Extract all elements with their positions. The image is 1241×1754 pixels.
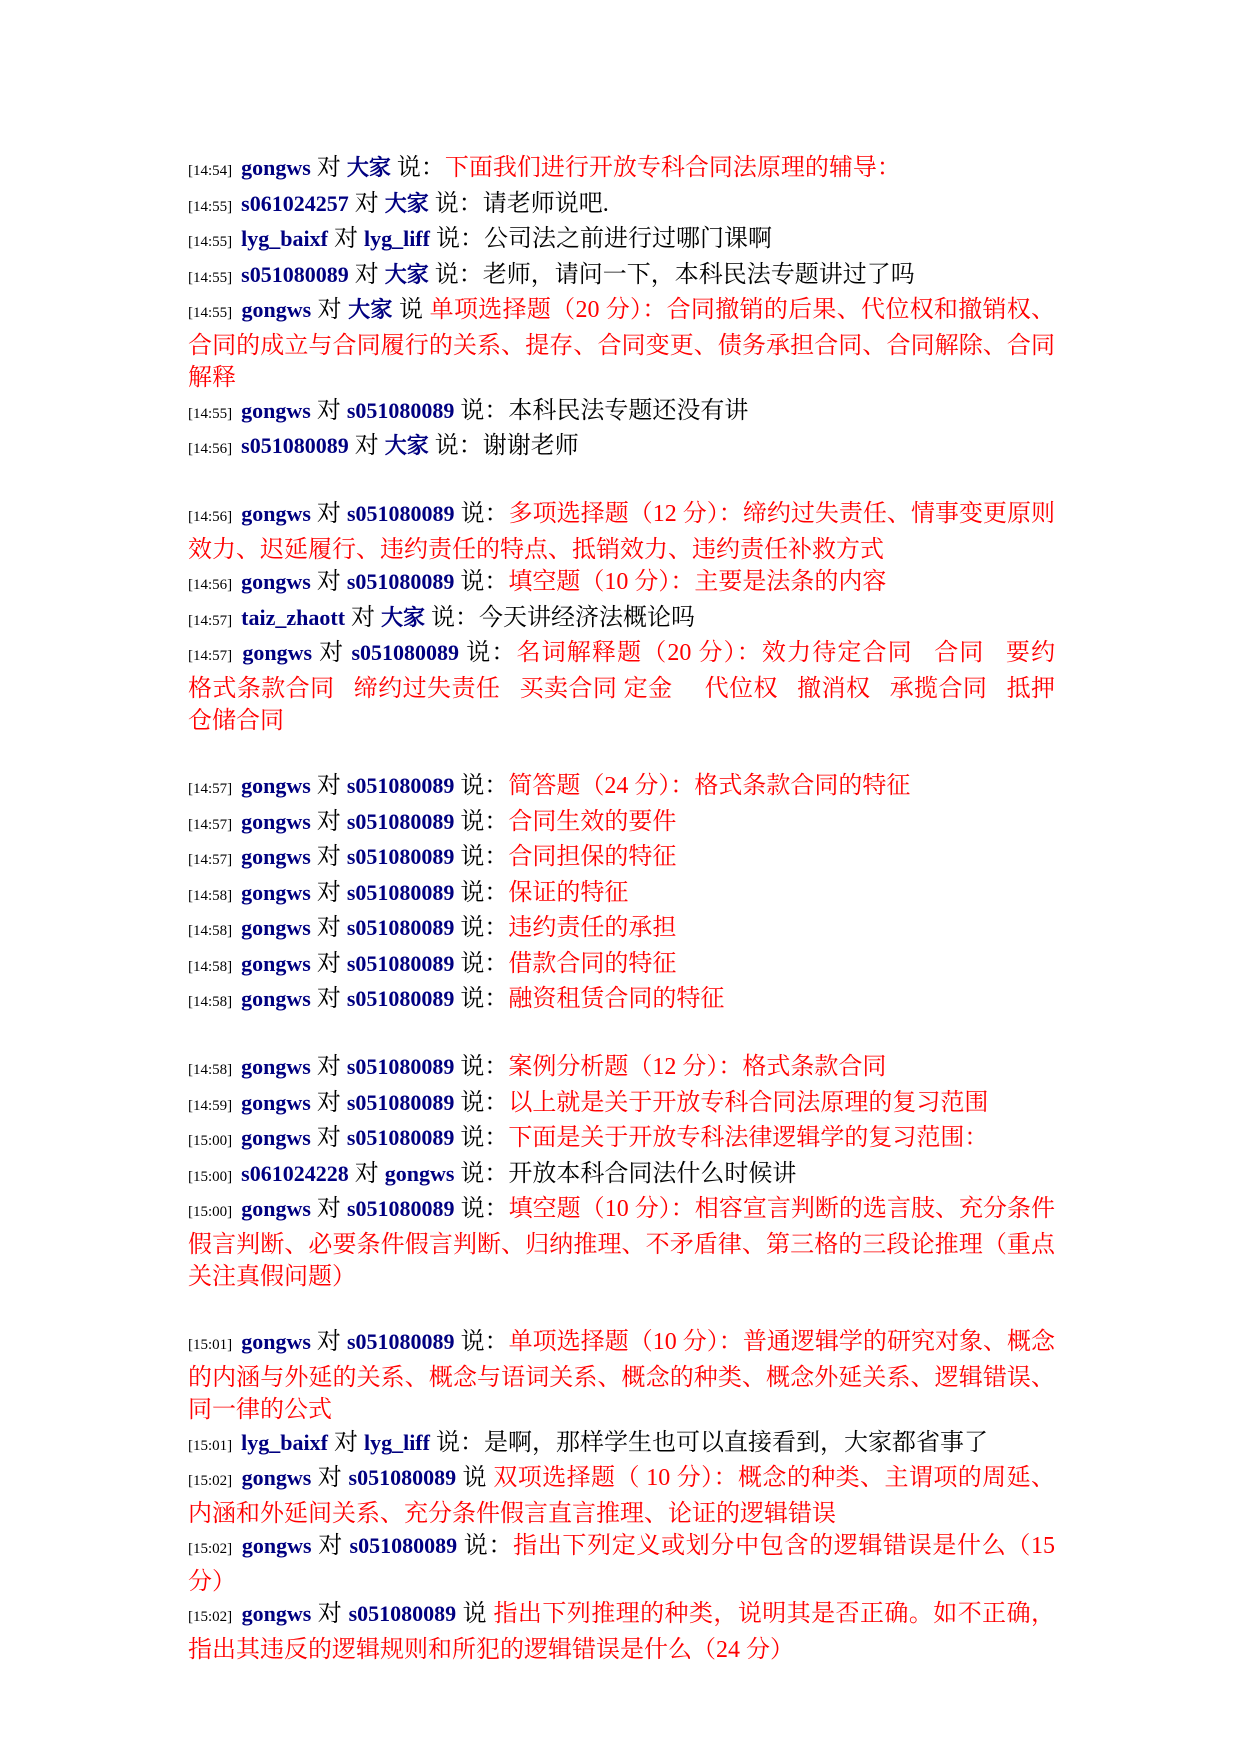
message-timestamp: [14:55] [188, 198, 233, 215]
chat-message [188, 983, 1055, 1019]
sender-name: gongws [241, 879, 311, 905]
said-word: 说： [460, 879, 509, 906]
message-text: 老师，请问一下，本科民法专题讲过了吗 [482, 261, 915, 288]
message-group [188, 498, 1074, 738]
recipient-name: 大家 [346, 155, 391, 180]
chat-message [188, 841, 1055, 877]
message-timestamp: [14:56] [188, 577, 233, 593]
recipient-name: lyg_liff [363, 226, 430, 251]
message-timestamp: [14:58] [188, 1062, 233, 1078]
message-text: 合同生效的要件 [508, 808, 677, 835]
sender-name: gongws [241, 397, 311, 423]
message-text: 名词解释题（20 分）：效力待定合同 合同 要约 格式条款合同 缔约过失责任 买卖合同 定金 代位权 撤消权 承揽合同 抵押 仓储合同 [188, 640, 1074, 734]
message-timestamp: [15:00] [188, 1168, 233, 1185]
said-word: 说： [466, 640, 517, 666]
to-word: 对 [317, 297, 342, 323]
said-word: 说： [460, 915, 509, 941]
message-text: 是啊，那样学生也可以直接看到，大家都省事了 [483, 1429, 988, 1456]
recipient-name: s051080089 [346, 1125, 455, 1150]
sender-name: gongws [241, 1465, 312, 1490]
said-word: 说： [460, 501, 509, 527]
message-timestamp: [14:58] [188, 994, 233, 1010]
message-group [188, 1326, 1062, 1666]
said-word: 说： [460, 808, 509, 835]
chat-message [188, 637, 1074, 738]
sender-name: gongws [241, 297, 312, 322]
said-word: 说： [460, 569, 509, 595]
recipient-name: s051080089 [346, 1054, 455, 1079]
recipient-name: s051080089 [346, 844, 455, 869]
recipient-name: s051080089 [346, 808, 455, 834]
message-timestamp: [14:57] [188, 781, 233, 797]
recipient-name: s051080089 [346, 986, 455, 1011]
to-word: 对 [316, 397, 341, 424]
said-word: 说： [460, 1160, 509, 1187]
chat-message [188, 395, 1055, 431]
to-word: 对 [333, 226, 358, 252]
to-word: 对 [316, 501, 341, 527]
said-word: 说： [434, 261, 483, 288]
message-timestamp: [14:55] [188, 405, 233, 422]
message-timestamp: [14:57] [188, 648, 233, 664]
recipient-name: s051080089 [346, 773, 455, 798]
message-text: 融资租赁合同的特征 [508, 986, 725, 1012]
recipient-name: s051080089 [346, 1089, 455, 1115]
chat-message [188, 1326, 1055, 1427]
message-timestamp: [15:02] [188, 1541, 233, 1557]
message-timestamp: [15:01] [188, 1337, 233, 1353]
chat-message [188, 188, 1055, 224]
chat-message [188, 498, 1055, 566]
sender-name: gongws [241, 1329, 311, 1354]
recipient-name: s051080089 [348, 1601, 457, 1626]
message-text: 公司法之前进行过哪门课啊 [483, 226, 772, 252]
sender-name: gongws [241, 1601, 312, 1626]
chat-message [188, 1051, 1055, 1087]
to-word: 对 [317, 1601, 343, 1627]
sender-name: s061024228 [241, 1160, 349, 1186]
to-word: 对 [354, 190, 379, 217]
chat-message [188, 566, 1055, 602]
chat-message [188, 1087, 1055, 1123]
said-word: 说： [434, 433, 483, 459]
message-text: 今天讲经济法概论吗 [479, 604, 696, 631]
said-word: 说 [462, 1465, 487, 1491]
recipient-name: s051080089 [346, 501, 455, 526]
message-text: 简答题（24 分）：格式条款合同的特征 [508, 773, 911, 799]
chat-message [188, 152, 1055, 188]
to-word: 对 [319, 640, 345, 666]
sender-name: gongws [241, 155, 311, 180]
message-text: 案例分析题（12 分）：格式条款合同 [508, 1054, 887, 1080]
sender-name: gongws [241, 1533, 312, 1558]
chat-message [188, 1598, 1055, 1666]
message-timestamp: [14:55] [188, 305, 233, 321]
recipient-name: s051080089 [346, 950, 455, 976]
sender-name: gongws [241, 808, 311, 834]
to-word: 对 [354, 1160, 379, 1187]
recipient-name: 大家 [384, 433, 429, 458]
recipient-name: 大家 [384, 190, 429, 216]
recipient-name: s051080089 [346, 1196, 455, 1221]
said-word: 说： [434, 190, 483, 217]
message-timestamp: [15:00] [188, 1204, 233, 1220]
message-text: 借款合同的特征 [508, 950, 677, 977]
recipient-name: 大家 [384, 261, 429, 287]
message-timestamp: [14:58] [188, 958, 233, 975]
to-word: 对 [354, 261, 379, 288]
message-text: 指出下列推理的种类，说明其是否正确。如不正确，指出其违反的逻辑规则和所犯的逻辑错误是什么（24 分） [188, 1601, 1056, 1663]
sender-name: s051080089 [241, 433, 349, 458]
recipient-name: lyg_liff [363, 1429, 430, 1455]
chat-message [188, 602, 1055, 638]
to-word: 对 [317, 1465, 343, 1491]
said-word: 说 [399, 297, 424, 323]
chat-transcript [188, 152, 1074, 1666]
chat-message [188, 1158, 1055, 1194]
chat-message [188, 430, 1055, 466]
sender-name: gongws [241, 569, 311, 594]
message-text: 开放本科合同法什么时候讲 [508, 1160, 797, 1187]
message-timestamp: [15:02] [188, 1473, 233, 1489]
chat-message [188, 1122, 1055, 1158]
recipient-name: s051080089 [346, 1329, 455, 1354]
to-word: 对 [316, 773, 341, 799]
said-word: 说： [435, 1429, 484, 1456]
message-text: 填空题（10 分）：相容宣言判断的选言肢、充分条件假言判断、必要条件假言判断、归纳推理、不矛盾律、第三格的三段论推理（重点关注真假问题） [188, 1196, 1056, 1290]
to-word: 对 [318, 1533, 343, 1559]
chat-message [188, 259, 1055, 295]
message-text: 合同担保的特征 [508, 844, 677, 870]
message-text: 请老师说吧. [482, 190, 609, 217]
message-text: 保证的特征 [508, 879, 629, 906]
message-timestamp: [14:54] [188, 163, 233, 179]
said-word: 说： [396, 155, 445, 181]
sender-name: gongws [241, 501, 311, 526]
to-word: 对 [316, 1329, 341, 1355]
message-timestamp: [14:57] [188, 816, 233, 833]
message-text: 本科民法专题还没有讲 [508, 397, 749, 424]
message-text: 单项选择题（10 分）：普通逻辑学的研究对象、概念的内涵与外延的关系、概念与语词关系、概念的种类、概念外延关系、逻辑错误、同一律的公式 [188, 1329, 1056, 1423]
recipient-name: s051080089 [346, 397, 455, 423]
sender-name: gongws [241, 773, 311, 798]
message-text: 单项选择题（20 分）：合同撤销的后果、代位权和撤销权、合同的成立与合同履行的关系、提存、合同变更、债务承担合同、合同解除、合同解释 [188, 297, 1056, 391]
said-word: 说： [460, 986, 509, 1012]
recipient-name: s051080089 [346, 915, 455, 940]
chat-message [188, 877, 1055, 913]
to-word: 对 [351, 604, 376, 631]
to-word: 对 [316, 1089, 341, 1116]
to-word: 对 [316, 569, 341, 595]
said-word: 说： [460, 773, 509, 799]
said-word: 说： [460, 1329, 509, 1355]
chat-message [188, 1462, 1055, 1530]
message-text: 下面是关于开放专科法律逻辑学的复习范围： [508, 1125, 989, 1151]
message-timestamp: [14:55] [188, 269, 233, 286]
sender-name: gongws [242, 640, 313, 665]
message-timestamp: [14:57] [188, 612, 233, 629]
message-timestamp: [14:59] [188, 1097, 233, 1114]
to-word: 对 [316, 1196, 341, 1222]
message-text: 双项选择题（ 10 分）：概念的种类、主谓项的周延、内涵和外延间关系、充分条件假言直言推理、论证的逻辑错误 [188, 1465, 1056, 1527]
sender-name: gongws [241, 844, 311, 869]
recipient-name: s051080089 [351, 640, 460, 665]
sender-name: gongws [241, 950, 311, 976]
recipient-name: 大家 [348, 297, 393, 322]
recipient-name: s051080089 [346, 879, 455, 905]
to-word: 对 [316, 1054, 341, 1080]
said-word: 说： [460, 1054, 509, 1080]
message-text: 谢谢老师 [482, 433, 579, 459]
to-word: 对 [316, 844, 341, 870]
message-timestamp: [14:58] [188, 923, 233, 939]
to-word: 对 [354, 433, 379, 459]
chat-message [188, 948, 1055, 984]
recipient-name: s051080089 [348, 1465, 457, 1490]
said-word: 说： [431, 604, 480, 631]
said-word: 说 [462, 1601, 488, 1627]
recipient-name: gongws [384, 1160, 455, 1186]
sender-name: lyg_baixf [241, 1429, 328, 1455]
sender-name: gongws [241, 1054, 311, 1079]
to-word: 对 [316, 915, 341, 941]
sender-name: gongws [241, 986, 311, 1011]
sender-name: gongws [241, 915, 311, 940]
message-text: 指出下列定义或划分中包含的逻辑错误是什么（15 分） [188, 1533, 1062, 1595]
chat-message [188, 294, 1055, 395]
chat-message [188, 806, 1055, 842]
said-word: 说： [435, 226, 484, 252]
recipient-name: 大家 [381, 604, 426, 630]
sender-name: gongws [241, 1125, 311, 1150]
chat-message [188, 912, 1055, 948]
said-word: 说： [460, 397, 509, 424]
message-timestamp: [14:56] [188, 441, 233, 457]
chat-message [188, 770, 1055, 806]
said-word: 说： [460, 844, 509, 870]
sender-name: s061024257 [241, 190, 349, 216]
message-group [188, 770, 1055, 1019]
to-word: 对 [333, 1429, 358, 1456]
message-group [188, 152, 1055, 466]
chat-message [188, 1530, 1062, 1598]
message-text: 违约责任的承担 [508, 915, 677, 941]
sender-name: s051080089 [241, 261, 349, 287]
sender-name: gongws [241, 1196, 311, 1221]
said-word: 说： [460, 1089, 509, 1116]
chat-message [188, 223, 1055, 259]
to-word: 对 [316, 155, 341, 181]
to-word: 对 [316, 950, 341, 977]
sender-name: taiz_zhaott [241, 604, 346, 630]
chat-message [188, 1427, 1055, 1463]
message-timestamp: [14:55] [188, 234, 233, 250]
message-group [188, 1051, 1055, 1294]
message-timestamp: [15:01] [188, 1437, 233, 1454]
message-text: 下面我们进行开放专科合同法原理的辅导： [444, 155, 901, 181]
message-timestamp: [14:58] [188, 887, 233, 904]
to-word: 对 [316, 986, 341, 1012]
message-timestamp: [14:56] [188, 509, 233, 525]
to-word: 对 [316, 808, 341, 835]
said-word: 说： [460, 950, 509, 977]
to-word: 对 [316, 879, 341, 906]
message-timestamp: [15:00] [188, 1133, 233, 1149]
message-timestamp: [15:02] [188, 1609, 233, 1625]
recipient-name: s051080089 [349, 1533, 458, 1558]
said-word: 说： [460, 1125, 509, 1151]
sender-name: lyg_baixf [241, 226, 328, 251]
to-word: 对 [316, 1125, 341, 1151]
message-text: 以上就是关于开放专科合同法原理的复习范围 [508, 1089, 989, 1116]
message-text: 填空题（10 分）：主要是法条的内容 [508, 569, 887, 595]
chat-message [188, 1193, 1055, 1294]
recipient-name: s051080089 [346, 569, 455, 594]
message-text: 多项选择题（12 分）：缔约过失责任、情事变更原则效力、迟延履行、违约责任的特点、抵销效力、违约责任补救方式 [188, 501, 1056, 563]
said-word: 说： [460, 1196, 509, 1222]
said-word: 说： [463, 1533, 514, 1559]
message-timestamp: [14:57] [188, 852, 233, 868]
sender-name: gongws [241, 1089, 311, 1115]
